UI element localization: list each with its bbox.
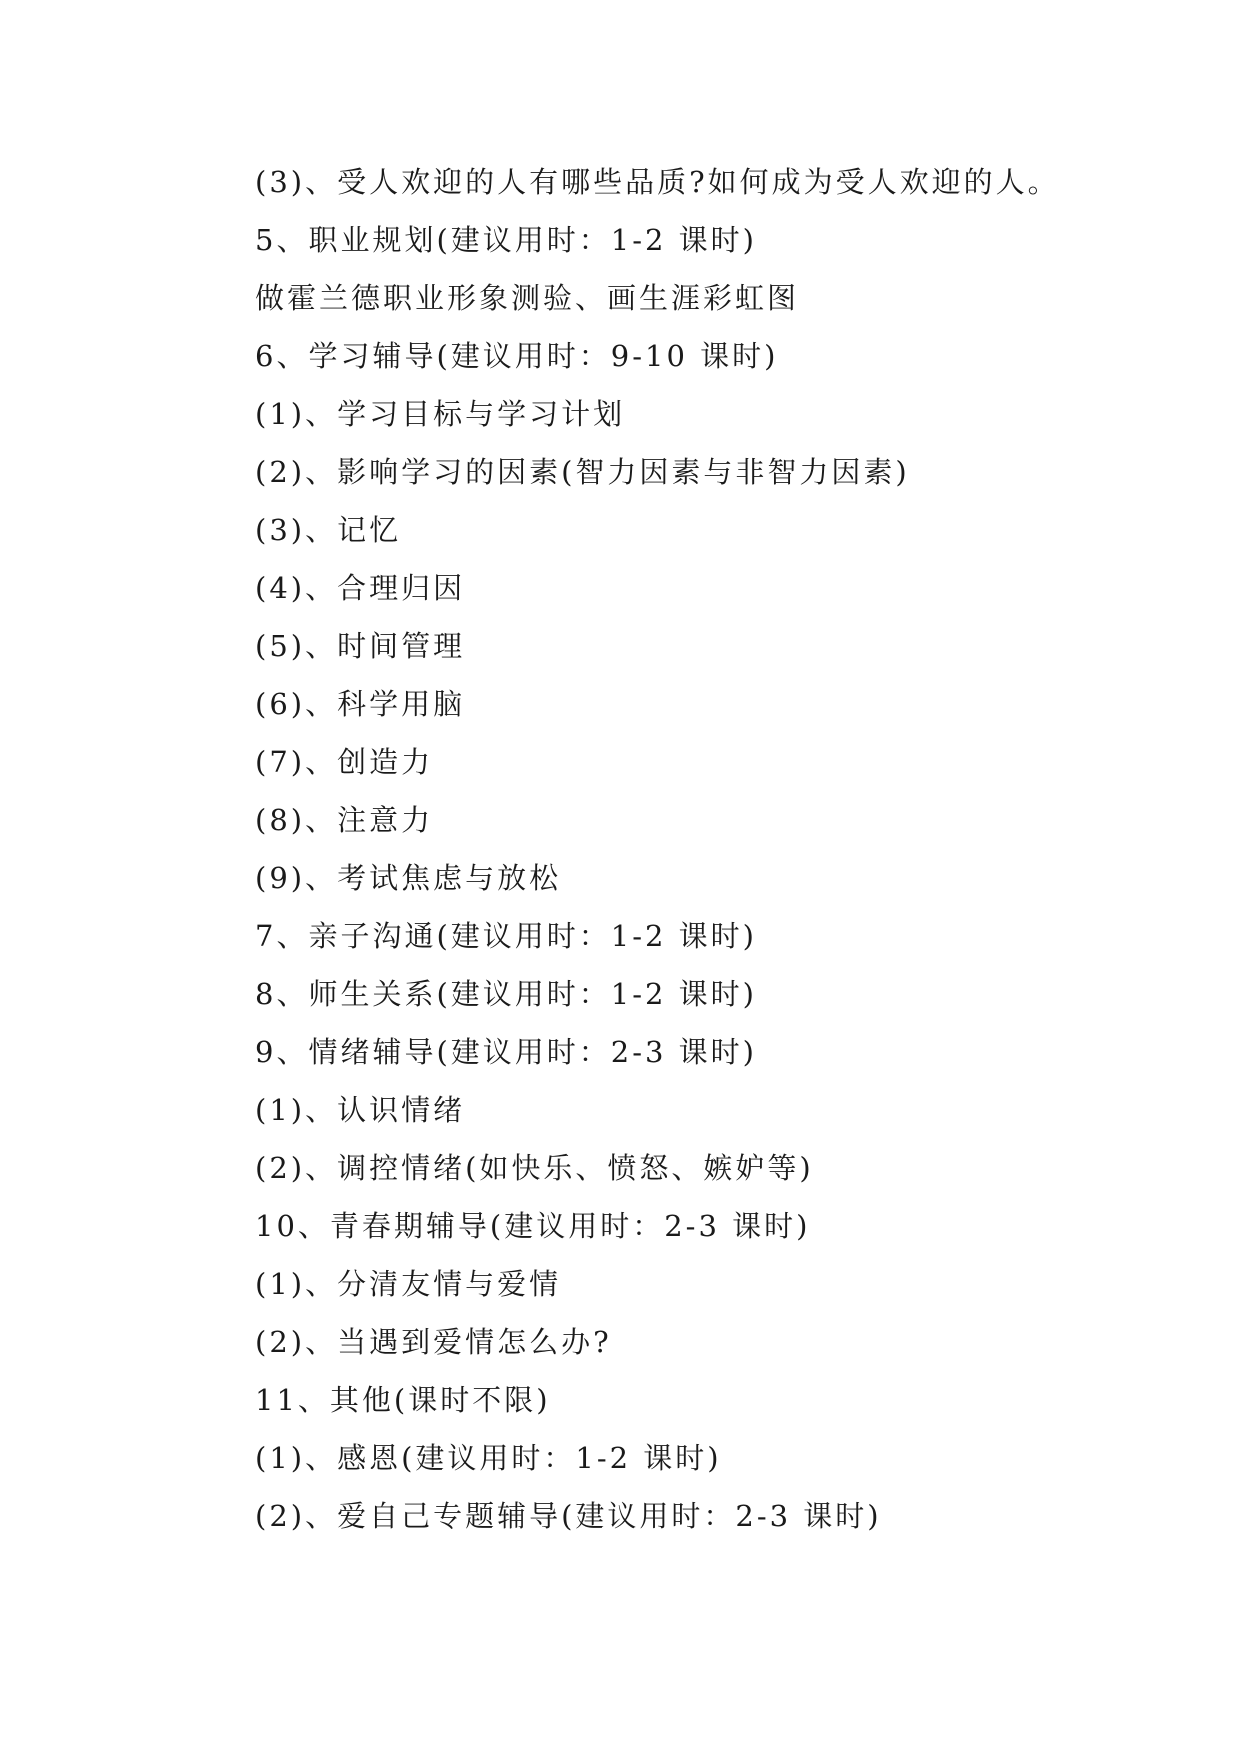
section-heading: 11、其他(课时不限) <box>255 1383 551 1417</box>
text-line: (7)、创造力 <box>255 745 434 779</box>
section-heading: 8、师生关系(建议用时：1-2 课时) <box>255 977 757 1011</box>
section-heading: 6、学习辅导(建议用时：9-10 课时) <box>255 339 779 373</box>
text-line: (9)、考试焦虑与放松 <box>255 861 562 895</box>
text-line: (8)、注意力 <box>255 803 434 837</box>
text-line: 做霍兰德职业形象测验、画生涯彩虹图 <box>255 281 800 315</box>
text-line: (6)、科学用脑 <box>255 687 466 721</box>
text-line: (2)、调控情绪(如快乐、愤怒、嫉妒等) <box>255 1151 814 1185</box>
section-heading: 10、青春期辅导(建议用时：2-3 课时) <box>255 1209 811 1243</box>
section-heading: 9、情绪辅导(建议用时：2-3 课时) <box>255 1035 757 1069</box>
text-line: (3)、记忆 <box>255 513 402 547</box>
text-line: (2)、爱自己专题辅导(建议用时：2-3 课时) <box>255 1499 882 1533</box>
text-line: (2)、影响学习的因素(智力因素与非智力因素) <box>255 455 910 489</box>
text-line: (5)、时间管理 <box>255 629 466 663</box>
text-line: (2)、当遇到爱情怎么办? <box>255 1325 612 1359</box>
text-line: (4)、合理归因 <box>255 571 466 605</box>
section-heading: 5、职业规划(建议用时：1-2 课时) <box>255 223 757 257</box>
text-line: (3)、受人欢迎的人有哪些品质?如何成为受人欢迎的人。 <box>255 165 1060 199</box>
text-line: (1)、分清友情与爱情 <box>255 1267 562 1301</box>
section-heading: 7、亲子沟通(建议用时：1-2 课时) <box>255 919 757 953</box>
text-line: (1)、感恩(建议用时：1-2 课时) <box>255 1441 722 1475</box>
text-line: (1)、认识情绪 <box>255 1093 466 1127</box>
text-line: (1)、学习目标与学习计划 <box>255 397 626 431</box>
